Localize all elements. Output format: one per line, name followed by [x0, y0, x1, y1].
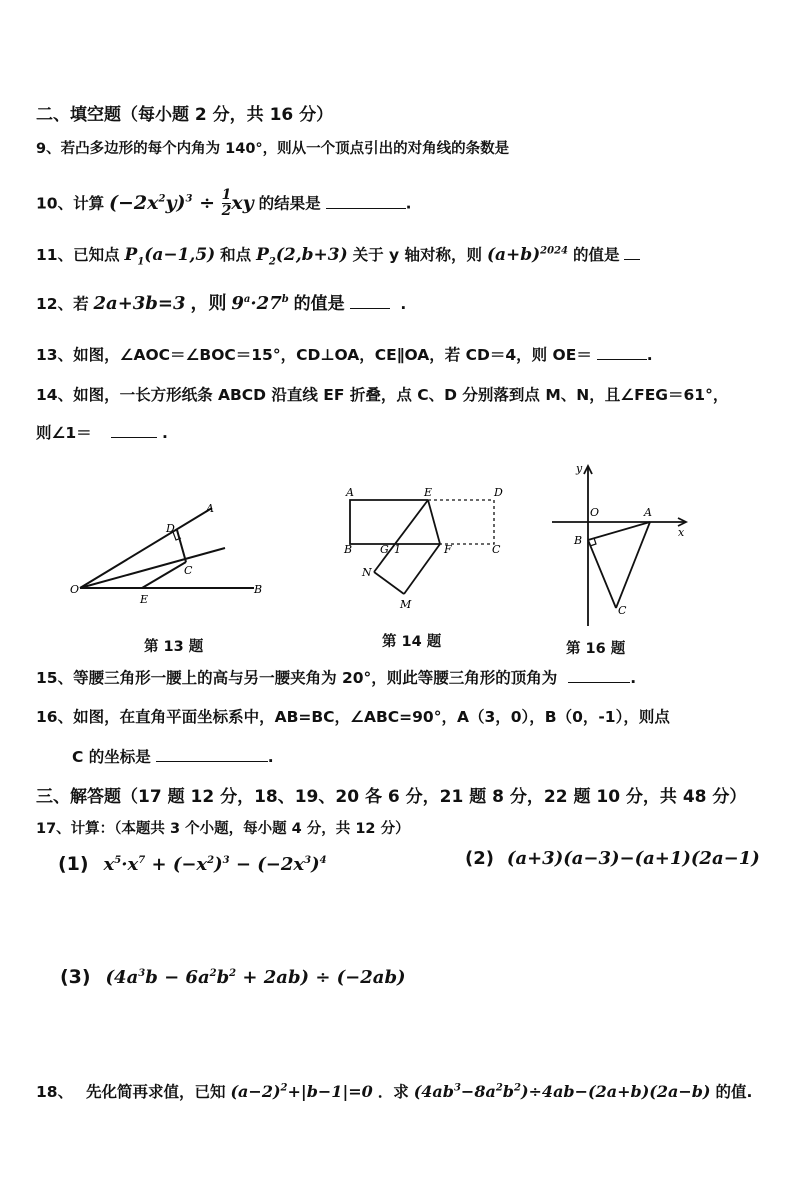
figure-13-caption: 第 13 题: [144, 639, 204, 655]
segment-nm: [374, 572, 404, 594]
q12-condition: 2a+3b=3: [93, 293, 186, 314]
q13-answer-blank[interactable]: [597, 345, 647, 360]
section-2-title: 二、填空题（每小题 2 分，共 16 分）: [36, 105, 334, 125]
segment-ce: [142, 562, 186, 588]
figure-14-caption: 第 14 题: [382, 634, 442, 650]
question-11: [36, 243, 640, 267]
segment-ac: [616, 522, 650, 608]
question-15: 15、等腰三角形一腰上的高与另一腰夹角为 20°，则此等腰三角形的顶角为 .: [36, 669, 637, 687]
label-o: O: [590, 506, 600, 519]
q18-condition: $(a-2)^2+|b-1|=0$: [230, 1082, 373, 1101]
label-o: O: [70, 583, 80, 596]
question-13: 13、如图，∠AOC＝∠BOC＝15°，CD⊥OA，CE∥OA，若 CD＝4，则 OE＝ .: [36, 346, 653, 364]
q16-answer-blank[interactable]: [156, 747, 268, 762]
figure-16-caption: 第 16 题: [566, 641, 626, 657]
label-x: x: [678, 526, 685, 539]
q17-part-3: [60, 966, 406, 988]
q11-mid1: 和点: [220, 246, 252, 264]
q17-part-3-expression: $(4a^3b - 6a^2b^2 + 2ab) \div (-2ab)$: [105, 967, 406, 988]
q17-part-3-number: (3): [60, 966, 91, 988]
strip-left: [350, 500, 428, 544]
q17-part-2: [465, 848, 760, 869]
figure-16: [546, 460, 696, 632]
fold-line-ef: [428, 500, 440, 544]
label-g: G: [380, 543, 389, 556]
q12-mid: ，则: [190, 293, 227, 314]
q10-answer-blank[interactable]: [326, 194, 406, 209]
label-f: F: [444, 543, 452, 556]
q14-prefix: 则∠1＝: [36, 424, 92, 442]
label-e: E: [424, 486, 433, 499]
q17-part-1-expression: $x^5\cdot x^7 + (-x^2)^3 - (-2x^3)^4$: [103, 854, 327, 875]
q18-lead: 先化简再求值，已知: [86, 1083, 226, 1101]
q11-mid2: 关于 y 轴对称，则: [352, 246, 482, 264]
q18-suffix: 的值.: [715, 1083, 753, 1101]
q13-text: 13、如图，∠AOC＝∠BOC＝15°，CD⊥OA，CE∥OA，若 CD＝4，则 OE＝: [36, 346, 592, 364]
q14-answer-blank[interactable]: [111, 423, 157, 438]
q12-suffix: 的值是: [293, 294, 345, 314]
segment-en: [374, 500, 428, 572]
q12-prefix: 12、若: [36, 295, 89, 313]
question-9: 9、若凸多边形的每个内角为 140°，则从一个顶点引出的对角线的条数是: [36, 141, 510, 157]
label-c: C: [492, 543, 501, 556]
q11-prefix: 11、已知点: [36, 246, 120, 264]
label-d: D: [166, 522, 175, 535]
label-c: C: [618, 604, 627, 617]
question-14-line-1: 14、如图，一长方形纸条 ABCD 沿直线 EF 折叠，点 C、D 分别落到点 M、N，且∠FEG＝61°，: [36, 386, 729, 404]
label-n: N: [362, 566, 372, 579]
q11-point-p1: $P_1(a-1,5)$: [124, 245, 216, 268]
segment-fm: [404, 544, 440, 594]
label-e: E: [140, 593, 149, 606]
question-10: 10、计算 $(-2x^2y)^3$ ÷ $\frac{1}{2}$ xy 的结果是 .: [36, 187, 412, 219]
label-b: B: [344, 543, 353, 556]
label-angle-1: 1: [394, 543, 401, 556]
q15-text: 15、等腰三角形一腰上的高与另一腰夹角为 20°，则此等腰三角形的顶角为: [36, 669, 558, 687]
question-12: 12、若 2a+3b=3 ，则 $9^a\cdot 27^b$ 的值是 .: [36, 293, 407, 314]
q18-expression: $(4ab^3-8a^2b^2)\div 4ab-(2a+b)(2a-b)$: [413, 1082, 711, 1101]
segment-cd: [177, 530, 186, 562]
label-y: y: [576, 462, 583, 475]
segment-ba: [588, 522, 650, 540]
q17-part-1-number: (1): [58, 853, 89, 875]
q17-part-2-number: (2): [465, 848, 494, 869]
label-m: M: [400, 598, 412, 611]
figure-14: [340, 484, 510, 612]
question-16-line-1: 16、如图，在直角平面坐标系中，AB=BC，∠ABC=90°，A（3，0），B（0，-1），则点: [36, 708, 670, 726]
q12-answer-blank[interactable]: [350, 294, 390, 309]
q11-suffix: 的值是: [572, 246, 620, 264]
q15-answer-blank[interactable]: [568, 668, 630, 683]
q10-expression: $(-2x^2y)^3$ ÷ $\frac{1}{2}$ xy: [109, 187, 254, 219]
q11-expression: $(a+b)^{2024}$: [486, 245, 569, 265]
label-a: A: [346, 486, 354, 499]
q11-answer-blank[interactable]: [624, 245, 640, 260]
section-3-title: 三、解答题（17 题 12 分，18、19、20 各 6 分，21 题 8 分，22 题 10 分，共 48 分）: [36, 787, 747, 807]
question-16-line-2: C 的坐标是 .: [72, 748, 274, 766]
q17-part-1: [58, 853, 327, 875]
q12-expression: $9^a\cdot 27^b$: [231, 293, 289, 314]
q18-mid: ．求: [377, 1083, 409, 1101]
q10-prefix: 10、计算: [36, 194, 105, 213]
question-17-title: 17、计算：（本题共 3 个小题，每小题 4 分，共 12 分）: [36, 821, 410, 837]
q18-number: 18、: [36, 1083, 74, 1101]
segment-bc: [588, 540, 616, 608]
figure-13: [70, 496, 270, 614]
question-18: [36, 1080, 752, 1102]
label-b: B: [254, 583, 263, 596]
question-14-line-2: 则∠1＝ .: [36, 424, 168, 442]
q10-suffix: 的结果是: [258, 194, 321, 213]
label-b: B: [574, 534, 583, 547]
label-c: C: [184, 564, 193, 577]
label-a: A: [644, 506, 652, 519]
label-a: A: [206, 502, 214, 515]
q11-point-p2: $P_2(2,b+3)$: [256, 245, 348, 268]
label-d: D: [494, 486, 503, 499]
q17-part-2-expression: (a+3)(a−3)−(a+1)(2a−1): [506, 848, 760, 869]
q16-prefix: C 的坐标是: [72, 748, 151, 766]
